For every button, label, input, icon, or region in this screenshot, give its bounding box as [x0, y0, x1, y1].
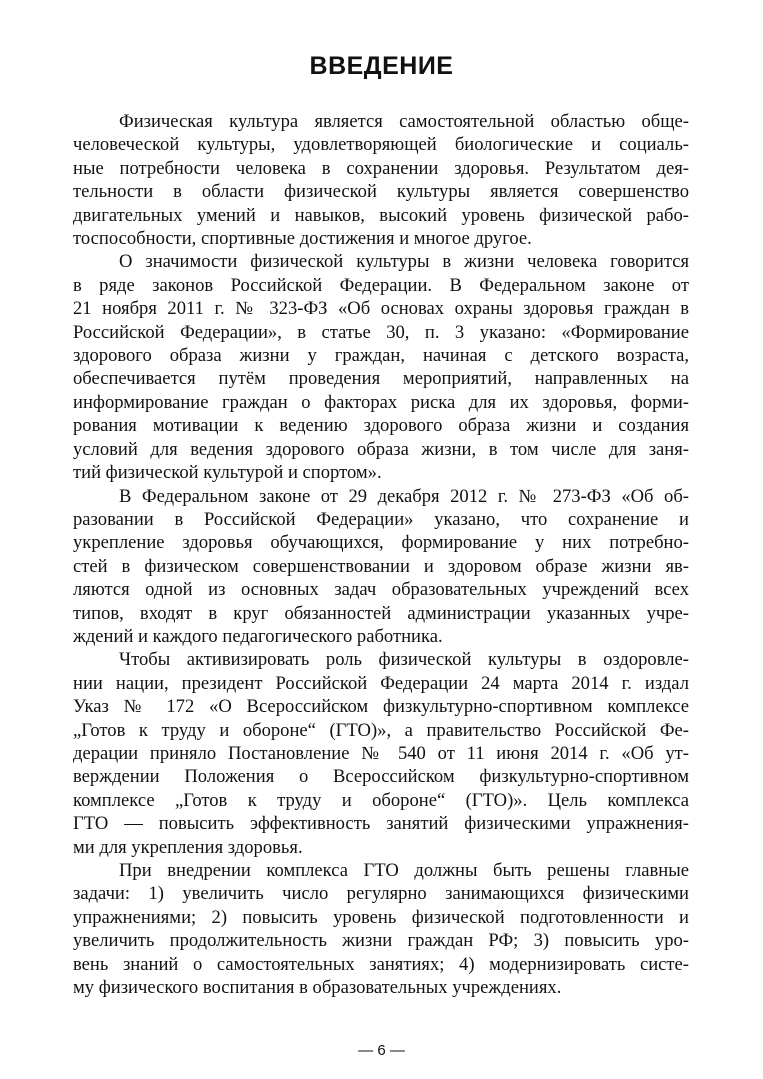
text-line: стей в физическом совершенствовании и здоровом образе жизни яв- — [73, 555, 689, 577]
text-line: Указ № 172 «О Всероссийском физкультурно-спортивном комплексе — [73, 696, 689, 718]
text-line: При внедрении комплекса ГТО должны быть решены главные — [119, 860, 689, 881]
text-line: дерации приняло Постановление № 540 от 11 июня 2014 г. «Об ут- — [73, 742, 689, 764]
text-line: Российской Федерации», в статье 30, п. 3 указано: «Формирование — [73, 321, 689, 343]
text-line: 21 ноября 2011 г. № 323-ФЗ «Об основах охраны здоровья граждан в — [73, 298, 689, 320]
text-line: типов, входят в круг обязанностей администрации указанных учре- — [73, 602, 689, 624]
paragraph-3 — [73, 485, 689, 649]
text-line: тельности в области физической культуры является совершенство — [73, 181, 689, 203]
text-line: в ряде законов Российской Федерации. В Федеральном законе от — [73, 274, 689, 296]
text-line: Чтобы активизировать роль физической культуры в оздоровле- — [119, 649, 689, 671]
text-line: рования мотивации к ведению здорового образа жизни и создания — [73, 415, 689, 437]
text-line: условий для ведения здорового образа жизни, в том числе для заня- — [73, 438, 689, 460]
text-line: му физического воспитания в образовательных учреждениях. — [73, 977, 562, 999]
paragraph-5 — [73, 859, 689, 999]
body-text — [73, 110, 689, 999]
text-line: здорового образа жизни у граждан, начиная с детского возраста, — [73, 345, 689, 367]
text-line: ми для укрепления здоровья. — [73, 836, 303, 858]
page-number: — 6 — — [358, 1042, 405, 1059]
text-line: информирование граждан о факторах риска для их здоровья, форми- — [73, 391, 689, 413]
text-line: вень знаний о самостоятельных занятиях; 4) модернизировать систе- — [73, 953, 689, 975]
text-line: ляются одной из основных задач образовательных учреждений всех — [73, 579, 689, 601]
text-line: укрепление здоровья обучающихся, формирование у них потребно- — [73, 532, 689, 554]
text-line: тий физической культурой и спортом». — [73, 462, 382, 484]
text-line: увеличить продолжительность жизни граждан РФ; 3) повысить уро- — [73, 930, 689, 952]
text-line: Физическая культура является самостоятельной областью обще- — [119, 111, 689, 132]
text-line: тоспособности, спортивные достижения и многое другое. — [73, 228, 532, 250]
text-line: упражнениями; 2) повысить уровень физической подготовленности и — [73, 906, 689, 928]
text-line: человеческой культуры, удовлетворяющей биологические и социаль- — [73, 134, 689, 156]
text-line: задачи: 1) увеличить число регулярно занимающихся физическими — [73, 883, 689, 905]
page-title: ВВЕДЕНИЕ — [309, 52, 454, 80]
text-line: разовании в Российской Федерации» указано, что сохранение и — [73, 508, 689, 530]
text-line: комплексе „Готов к труду и обороне“ (ГТО)». Цель комплекса — [73, 789, 689, 811]
text-line: нии нации, президент Российской Федерации 24 марта 2014 г. издал — [73, 672, 689, 694]
text-line: двигательных умений и навыков, высокий уровень физической рабо- — [73, 204, 689, 226]
text-line: верждении Положения о Всероссийском физкультурно-спортивном — [73, 766, 689, 788]
text-line: О значимости физической культуры в жизни человека говорится — [119, 251, 689, 273]
paragraph-4 — [73, 648, 689, 859]
text-line: обеспечивается путём проведения мероприятий, направленных на — [73, 368, 689, 390]
text-line: „Готов к труду и обороне“ (ГТО)», а правительство Российской Фе- — [73, 719, 689, 741]
paragraph-2 — [73, 250, 689, 484]
text-line: В Федеральном законе от 29 декабря 2012 г. № 273-ФЗ «Об об- — [119, 485, 689, 507]
text-line: ждений и каждого педагогического работника. — [73, 625, 443, 647]
text-line: ГТО — повысить эффективность занятий физическими упражнения- — [73, 813, 689, 835]
text-line: ные потребности человека в сохранении здоровья. Результатом дея- — [73, 157, 689, 179]
paragraph-1 — [73, 110, 689, 250]
